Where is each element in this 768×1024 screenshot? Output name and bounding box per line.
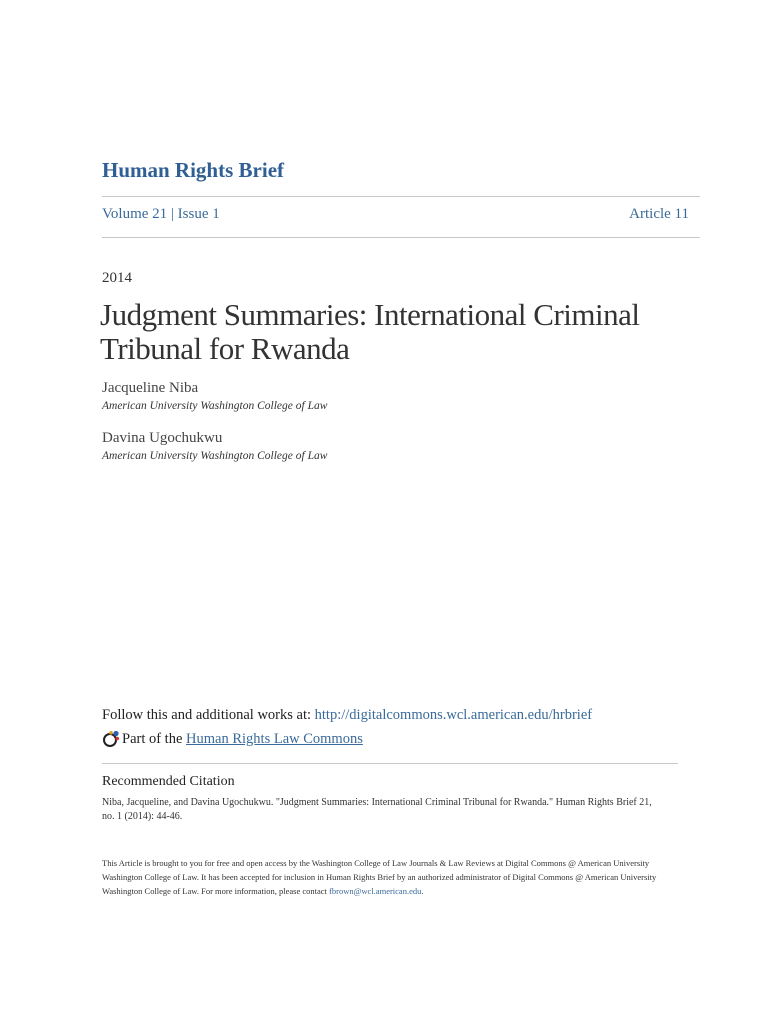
- author-affiliation: American University Washington College of Law: [102, 450, 328, 462]
- follow-url-link[interactable]: http://digitalcommons.wcl.american.edu/hrbrief: [314, 707, 593, 723]
- part-of-prefix: Part of the: [122, 730, 183, 747]
- contact-email-link[interactable]: fbrown@wcl.american.edu: [329, 886, 422, 896]
- publication-year: 2014: [102, 270, 132, 286]
- footer-text: This Article is brought to you for free and open access by the Washington College of Law Journals & Law Reviews at Digital Commons @ American University Washington College of Law. It has been accepted for inclusion in Human Rights Brief by an authorized administrator of Digital Commons @ American University Washington College of Law. For more information, please contact: [102, 858, 657, 896]
- volume-issue: [102, 206, 220, 223]
- citation-divider: [102, 763, 678, 764]
- citation-text: Niba, Jacqueline, and Davina Ugochukwu. "Judgment Summaries: International Criminal Tribunal for Rwanda." Human Rights Brief 21, no. 1 (2014): 44-46.: [102, 797, 652, 822]
- footer-notice: [102, 856, 662, 898]
- author-name[interactable]: Jacqueline Niba: [102, 380, 199, 396]
- commons-network-icon: [102, 730, 120, 748]
- article-number-link[interactable]: Article 11: [629, 206, 689, 222]
- issue-row: [102, 206, 689, 223]
- author-name[interactable]: Davina Ugochukwu: [102, 430, 223, 446]
- article-title: Judgment Summaries: International Criminal Tribunal for Rwanda: [100, 297, 640, 366]
- author-affiliation: American University Washington College of Law: [102, 400, 328, 412]
- citation-heading: Recommended Citation: [102, 774, 235, 789]
- part-of-line: [102, 730, 363, 748]
- separator: |: [170, 206, 174, 222]
- issue-link[interactable]: Issue 1: [177, 206, 220, 222]
- journal-title[interactable]: Human Rights Brief: [102, 158, 285, 182]
- divider-bottom: [102, 237, 700, 238]
- divider-top: [102, 196, 700, 197]
- follow-line: [102, 707, 592, 724]
- commons-link[interactable]: Human Rights Law Commons: [186, 730, 363, 747]
- follow-prefix: Follow this and additional works at:: [102, 707, 312, 723]
- volume-link[interactable]: Volume 21: [102, 206, 168, 222]
- footer-end: .: [421, 886, 424, 896]
